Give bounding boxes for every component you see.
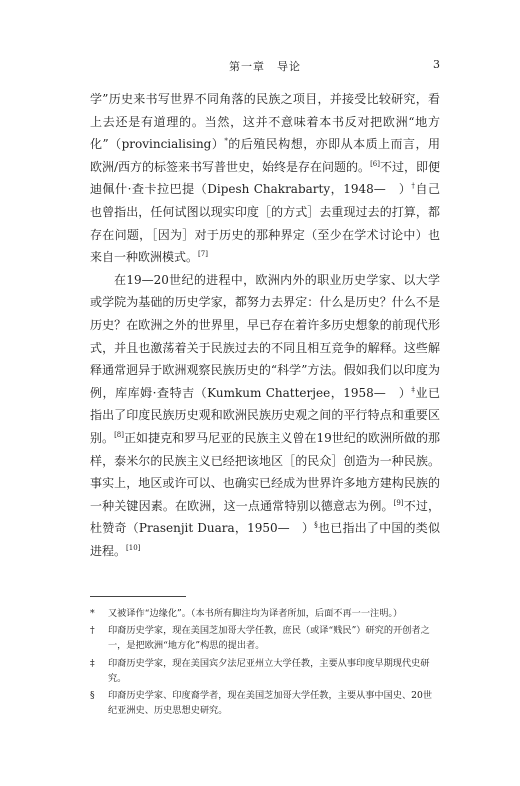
paragraph-text: 正如捷克和罗马尼亚的民族主义曾在19世纪的欧洲所做的那样，泰米尔的民族主义已经把该地区［的民众］创造为一种民族。事实上，地区或许可以、也确实已经成为世界许多地方建构民族的一种关键因素。在欧洲，这一点通常特别以德意志为例。 — [90, 430, 440, 513]
note-reference: § — [314, 521, 318, 530]
footnote-text: 印裔历史学家，现在美国宾夕法尼亚州立大学任教，主要从事印度早期现代史研究。 — [108, 657, 430, 684]
body-text — [90, 88, 440, 562]
note-reference: [6] — [370, 159, 380, 168]
chapter-title: 第一章 导论 — [229, 60, 301, 73]
note-reference: [9] — [393, 498, 404, 507]
note-reference: [8] — [114, 430, 124, 439]
note-reference: * — [224, 137, 228, 146]
paragraph-text: 不过，即便迪佩什·查卡拉巴提（Dipesh Chakrabarty，1948— ） — [90, 159, 440, 197]
paragraph-text: 自己也曾指出，任何试图以现实印度［的方式］去重现过去的打算，都存在问题，［因为］对于历史的那种界定（至少在学术讨论中）也来自一种欧洲模式。 — [90, 182, 440, 265]
paragraph-text: 不过，杜赞奇（Prasenjit Duara，1950— ） — [90, 498, 440, 536]
footnotes — [90, 606, 440, 720]
footnote — [90, 623, 440, 653]
footnote-mark: ‡ — [90, 657, 95, 669]
note-reference: [10] — [126, 543, 141, 552]
footnote-mark: * — [90, 608, 95, 619]
note-reference: ‡ — [411, 385, 416, 394]
footnote-text: 印裔历史学家、印度裔学者，现在美国芝加哥大学任教，主要从事中国史、20世纪亚洲史、历史思想史研究。 — [108, 690, 433, 717]
note-reference: † — [411, 182, 416, 191]
footnote-mark: § — [90, 690, 95, 702]
paragraph-text: 业已指出了印度民族历史观和欧洲民族历史观之间的平行特点和重要区别。 — [90, 385, 441, 445]
footnote — [90, 656, 440, 686]
note-reference: [7] — [198, 250, 208, 259]
footnote-mark: † — [90, 625, 95, 637]
paragraph-text: 学”历史来书写世界不同角落的民族之项目，并接受比较研究，看上去还是有道理的。当然，这并不意味着本书反对把欧洲“地方化”（provincialising） — [90, 92, 440, 152]
running-head — [90, 58, 440, 76]
footnote-divider — [90, 596, 186, 597]
paragraph — [90, 88, 440, 269]
footnote-text: 印裔历史学家，现在美国芝加哥大学任教，庶民（或译“贱民”）研究的开创者之一，是把欧洲“地方化”构思的提出者。 — [108, 625, 430, 652]
paragraph-text: 在19—20世纪的进程中，欧洲内外的职业历史学家、以大学或学院为基础的历史学家，都努力去界定：什么是历史？什么不是历史？在欧洲之外的世界里，早已存在着许多历史想象的前现代形式，并且也激荡着关于民族过去的不同且相互竞争的解释。这些解释通常迥异于欧洲观察民族历史的“科学”方法。假如我们以印度为例，库库姆·查特吉（Kumkum Chatterjee，1958— ） — [90, 272, 440, 400]
paragraph-text: 的后殖民构想，亦即从本质上而言，用欧洲/西方的标签来书写普世史，始终是存在问题的。 — [90, 137, 440, 174]
footnote — [90, 606, 440, 621]
page-number: 3 — [433, 58, 440, 71]
footnote-text: 又被译作“边缘化”。（本书所有脚注均为译者所加，后面不再一一注明。） — [108, 608, 403, 619]
paragraph — [90, 269, 440, 563]
paragraph-text: 也已指出了中国的类似进程。 — [90, 521, 440, 558]
footnote — [90, 688, 440, 718]
